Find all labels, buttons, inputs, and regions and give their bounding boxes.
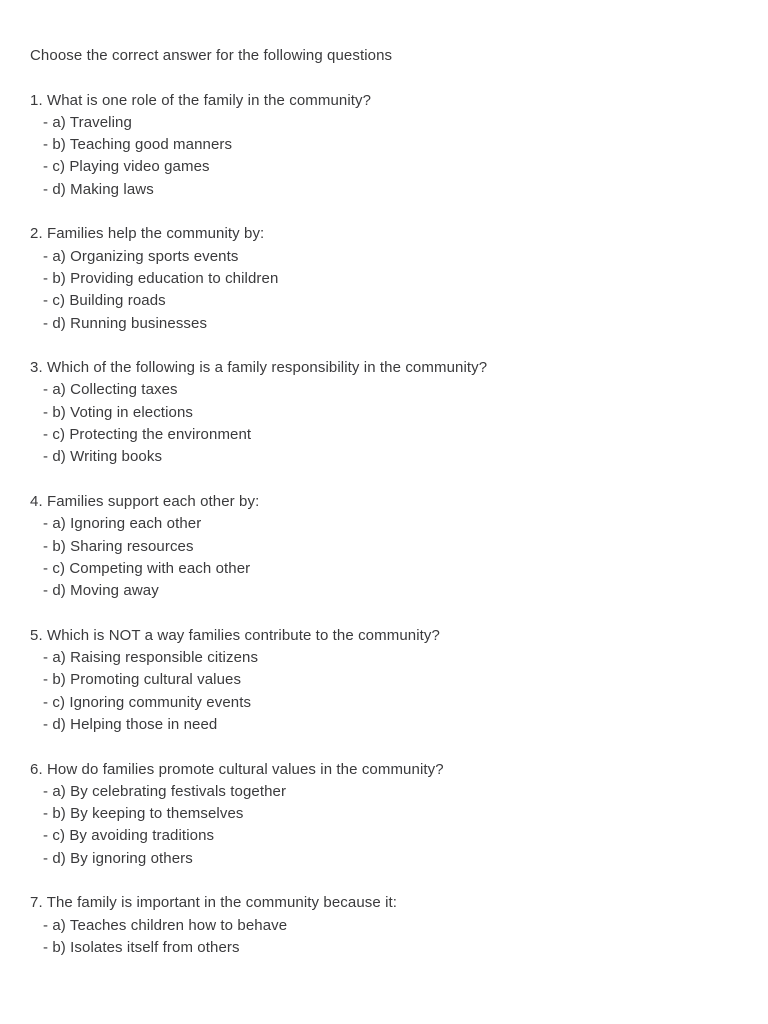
question-1 [30,90,750,201]
question-text: 4. Families support each other by: [30,492,260,510]
question-text: 2. Families help the community by: [30,225,265,243]
option-b: - b) Voting in elections [43,403,193,421]
question-text: 6. How do families promote cultural values in the community? [30,760,444,778]
option-a: - a) Organizing sports events [43,247,239,265]
question-text: 1. What is one role of the family in the community? [30,91,372,109]
option-c: - c) Protecting the environment [43,426,252,444]
instruction-text: Choose the correct answer for the following questions [30,47,393,64]
option-b: - b) Teaching good manners [43,136,233,154]
option-d: - d) By ignoring others [43,849,193,867]
question-2 [30,223,750,334]
option-c: - c) Ignoring community events [43,693,252,711]
option-d: - d) Writing books [43,448,163,466]
question-3 [30,357,750,468]
question-6 [30,759,750,870]
option-c: - c) Competing with each other [43,559,251,577]
option-c: - c) Playing video games [43,158,210,176]
option-d: - d) Moving away [43,582,159,600]
option-a: - a) Teaches children how to behave [43,916,288,934]
option-d: - d) Helping those in need [43,715,218,733]
option-a: - a) By celebrating festivals together [43,782,287,800]
option-b: - b) Providing education to children [43,269,279,287]
quiz-document [30,45,750,981]
question-text: 3. Which of the following is a family responsibility in the community? [30,359,488,377]
option-a: - a) Traveling [43,113,132,131]
option-b: - b) Promoting cultural values [43,671,242,689]
question-text: 7. The family is important in the community because it: [30,894,398,912]
option-c: - c) Building roads [43,292,166,310]
question-text: 5. Which is NOT a way families contribute to the community? [30,626,440,644]
option-a: - a) Ignoring each other [43,515,202,533]
option-d: - d) Running businesses [43,314,208,332]
option-b: - b) Isolates itself from others [43,938,240,956]
question-7 [30,892,750,959]
option-d: - d) Making laws [43,180,154,198]
option-a: - a) Collecting taxes [43,381,178,399]
option-a: - a) Raising responsible citizens [43,649,259,667]
option-b: - b) Sharing resources [43,537,194,555]
option-b: - b) By keeping to themselves [43,805,244,823]
question-5 [30,625,750,736]
question-4 [30,491,750,602]
option-c: - c) By avoiding traditions [43,827,215,845]
